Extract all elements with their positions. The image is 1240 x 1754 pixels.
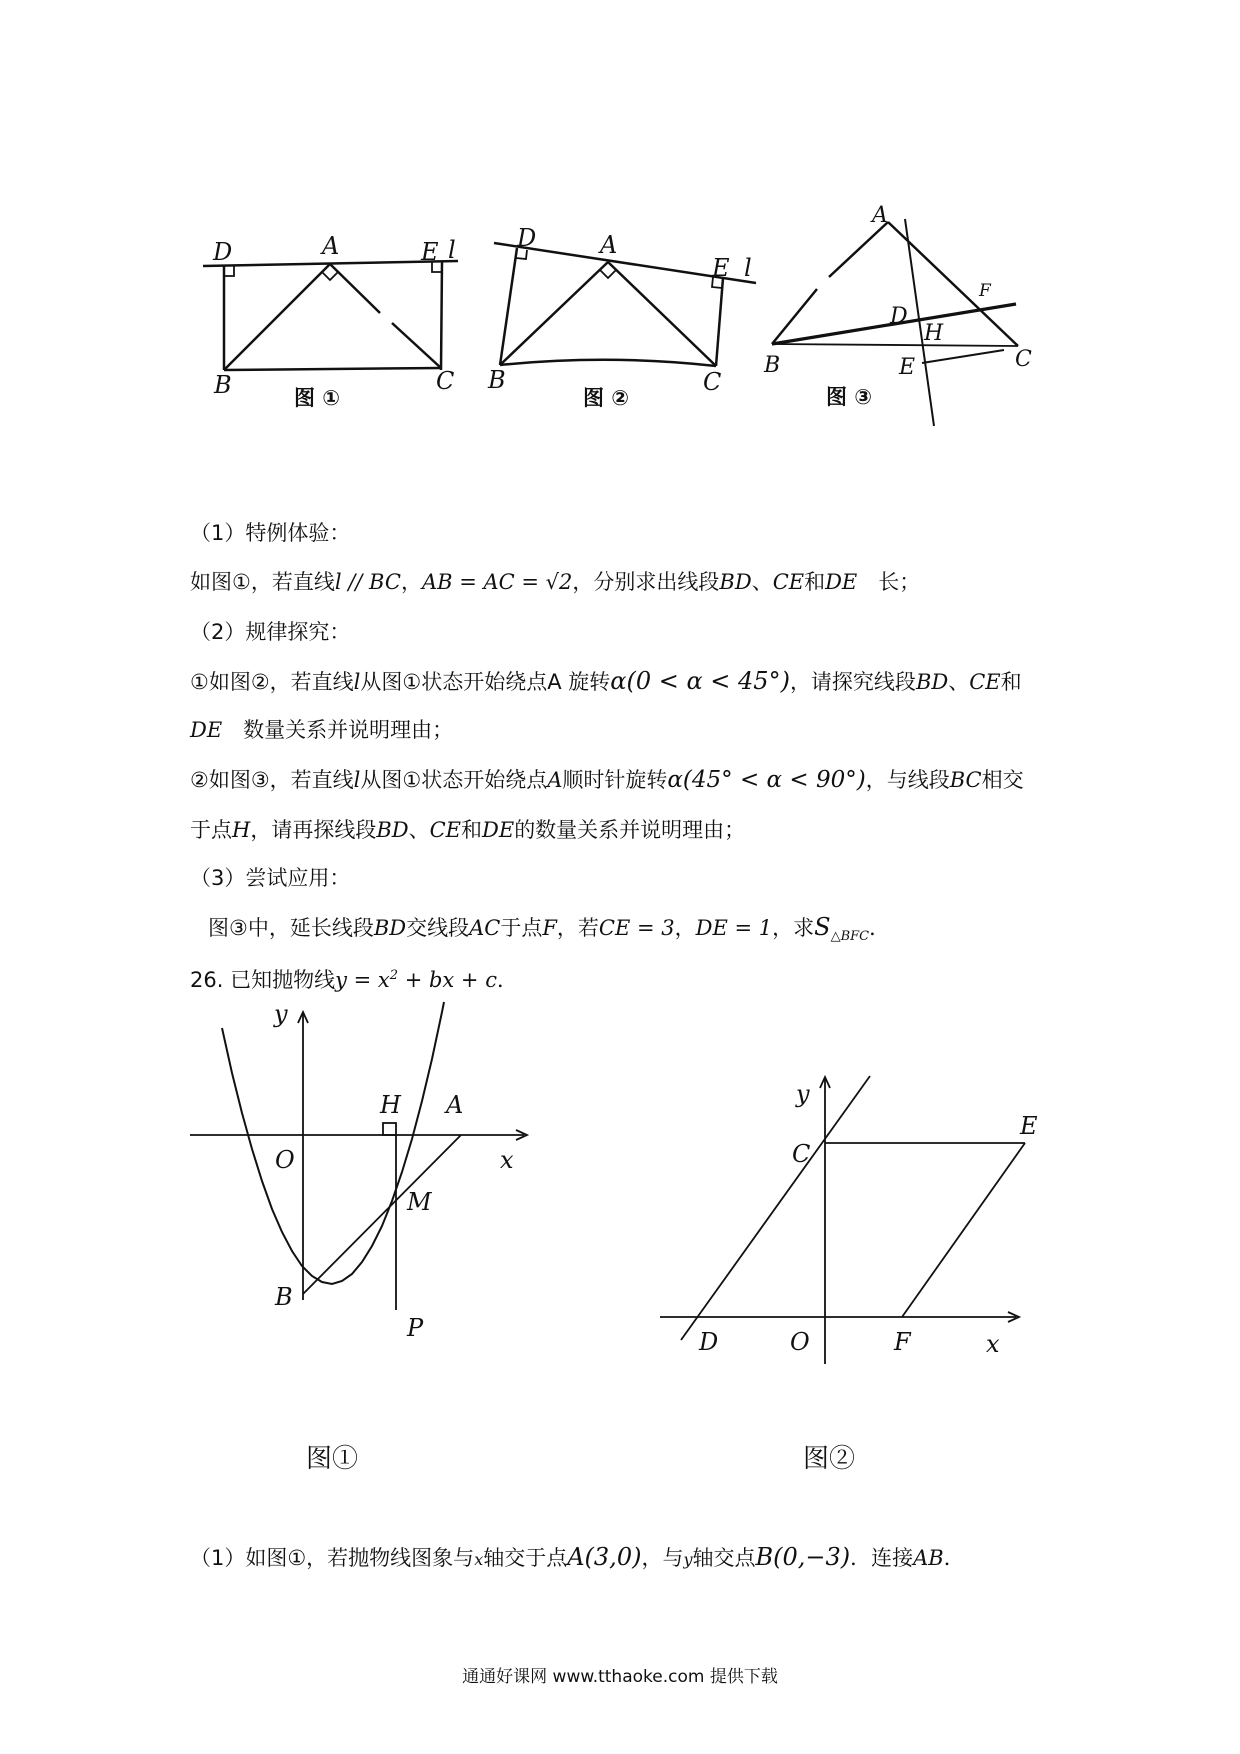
label-y: y: [796, 1080, 810, 1108]
label-l-fig2: l: [744, 254, 752, 282]
math-ce: CE: [772, 570, 805, 594]
text-run: 和: [804, 570, 826, 594]
text-run: 图③中，延长线段: [208, 916, 374, 940]
math-bd: BD: [373, 916, 407, 940]
part2-q1-line2: [190, 715, 453, 745]
label-A-fig3: A: [872, 203, 888, 228]
segment-BC-fig3: [772, 344, 1018, 346]
label-C-fig1: C: [436, 367, 455, 395]
math-ce: CE: [969, 670, 1001, 694]
text-run: 交线段: [406, 916, 470, 940]
label-D-fig1: D: [213, 238, 233, 266]
math-area-s: S: [814, 913, 831, 941]
label-C-fig2: C: [703, 368, 722, 396]
text-run: ，求: [772, 916, 815, 940]
label-C: C: [792, 1140, 811, 1168]
line-DC: [681, 1076, 870, 1340]
math-l: l: [353, 670, 361, 694]
text-run: ，若: [556, 916, 599, 940]
segment-CE-fig3: [922, 350, 1004, 363]
part2-q2-line1: [190, 765, 1024, 795]
text-run: ．连接: [850, 1546, 914, 1570]
text-run: 和: [1000, 670, 1022, 694]
text-run: 长；: [857, 570, 921, 594]
text-run: 轴交于点: [483, 1546, 568, 1570]
part1-heading: （1）特例体验：: [190, 521, 351, 545]
math-a: A: [547, 768, 563, 792]
text-run: ．: [869, 916, 891, 940]
label-y: y: [274, 1000, 288, 1028]
segment-BD-fig2: [500, 248, 517, 365]
label-M: M: [407, 1188, 432, 1216]
text-run: 顺时针旋转: [562, 768, 668, 792]
part2-q2-line2: [190, 815, 745, 845]
math-de: DE: [825, 570, 858, 594]
math-alpha-range: α(45° < α < 90°): [667, 767, 866, 793]
parallelogram-figure: [650, 1065, 1038, 1370]
figure-1-labels: [212, 232, 456, 399]
text-run: ，请探究线段: [789, 670, 916, 694]
math-de: DE: [190, 718, 223, 742]
right-angle-H: [383, 1123, 396, 1135]
math-bd: BD: [915, 670, 949, 694]
segment-AB-fig3-upper: [829, 222, 888, 277]
label-H-fig3: H: [924, 321, 944, 346]
math-h: H: [232, 818, 251, 842]
segment-EF: [902, 1143, 1025, 1317]
label-F: F: [894, 1328, 911, 1356]
label-H: H: [380, 1091, 401, 1119]
math-area-subscript: △BFC: [830, 929, 870, 945]
text-run: 从图①状态开始绕点A 旋转: [360, 670, 611, 694]
math-de-eq-1: DE = 1: [695, 916, 773, 940]
math-y: y: [683, 1550, 693, 1569]
label-D-fig3: D: [890, 304, 908, 329]
part3-heading: （3）尝试应用：: [190, 866, 351, 890]
label-B-fig3: B: [764, 353, 781, 378]
math-ce-eq-3: CE = 3: [598, 916, 675, 940]
math-ab-eq-ac: AB = AC = √2: [421, 570, 573, 594]
segment-CE-fig2: [716, 278, 723, 366]
figure-2-labels: [487, 224, 752, 396]
label-A-fig1: A: [322, 232, 340, 260]
math-ce: CE: [429, 818, 462, 842]
label-E: E: [1020, 1112, 1038, 1140]
part1-text: [190, 567, 920, 597]
label-E-fig3: E: [899, 355, 916, 380]
text-run: 如图①，若直线: [190, 570, 335, 594]
text-run: ，与线段: [865, 768, 950, 792]
label-l-fig1: l: [448, 236, 456, 264]
math-bd: BD: [719, 570, 752, 594]
problem26-stem: [190, 961, 518, 995]
label-E-fig2: E: [712, 254, 730, 282]
math-exponent: 2: [389, 968, 399, 983]
segment-CE-fig1: [441, 262, 442, 370]
right-angle-D-fig1: [224, 266, 234, 276]
problem26-part1-text: [190, 1542, 965, 1575]
math-f: F: [542, 916, 557, 940]
math-bd: BD: [376, 818, 409, 842]
text-run: 26. 已知抛物线: [190, 968, 336, 992]
text-run: ，请再探线段: [250, 818, 377, 842]
segment-AB: [303, 1135, 461, 1294]
label-D-fig2: D: [517, 224, 537, 252]
math-ac: AC: [469, 916, 501, 940]
geometry-figures-row: [0, 0, 1240, 460]
math-l: l: [353, 768, 361, 792]
math-ab: AB: [913, 1546, 944, 1570]
text-run: ，: [400, 570, 422, 594]
label-x: x: [500, 1146, 514, 1174]
label-B-fig1: B: [214, 371, 232, 399]
segment-AB-fig1: [224, 264, 330, 370]
math-point-a: A(3,0): [567, 1543, 642, 1571]
label-E-fig1: E: [421, 238, 439, 266]
text-run: 于点: [190, 818, 232, 842]
parabola-curve: [222, 1002, 444, 1284]
math-l-parallel-bc: l // BC: [334, 570, 401, 594]
part2-q1-line1: [190, 666, 1022, 697]
right-angle-A-fig1: [322, 272, 338, 280]
segment-AB-fig2: [500, 262, 608, 365]
text-run: 的数量关系并说明理由；: [514, 818, 746, 842]
segment-AB-fig3-lower: [772, 289, 817, 344]
part2-heading: （2）规律探究：: [190, 620, 351, 644]
label-A: A: [446, 1091, 464, 1119]
text-run: ．: [496, 968, 518, 992]
label-C-fig3: C: [1015, 347, 1032, 372]
label-P: P: [407, 1314, 424, 1342]
label-A-fig2: A: [600, 231, 618, 259]
label-x: x: [986, 1330, 1000, 1358]
label-F-fig3: F: [979, 281, 991, 301]
caption-problem26-fig2: 图②: [803, 1444, 856, 1474]
text-run: 轴交点: [692, 1546, 756, 1570]
text-run: ②如图③，若直线: [190, 768, 354, 792]
text-run: ，: [674, 916, 696, 940]
math-de: DE: [482, 818, 515, 842]
text-run: 从图①状态开始绕点: [360, 768, 548, 792]
text-run: 、: [408, 818, 430, 842]
text-run: （1）如图①，若抛物线图象与: [190, 1546, 475, 1570]
segment-BC-fig1: [224, 368, 441, 370]
text-run: ①如图②，若直线: [190, 670, 354, 694]
math-alpha-range: α(0 < α < 45°): [610, 667, 790, 695]
label-B: B: [275, 1283, 293, 1311]
parabola-figure: [180, 1000, 540, 1342]
text-run: 于点: [500, 916, 543, 940]
label-O: O: [790, 1328, 810, 1356]
segment-AC-fig2: [608, 262, 716, 366]
text-run: 、: [948, 670, 970, 694]
part3-text: [208, 912, 890, 952]
math-x: x: [474, 1550, 484, 1569]
parabola-figure-labels: [273, 1000, 514, 1342]
caption-fig1: 图 ①: [294, 386, 341, 410]
label-D: D: [699, 1328, 719, 1356]
text-run: 和: [461, 818, 483, 842]
text-run: 、: [751, 570, 773, 594]
math-point-b: B(0,−3): [755, 1543, 851, 1571]
caption-problem26-fig1: 图①: [306, 1444, 359, 1474]
text-run: ．: [943, 1546, 965, 1570]
label-O: O: [275, 1146, 295, 1174]
figure-1-rectangle: [203, 261, 458, 370]
math-bx-plus-c: + bx + c: [398, 968, 497, 992]
caption-fig2: 图 ②: [583, 386, 630, 410]
page-footer: 通通好课网 www.tthaoke.com 提供下载: [462, 1667, 778, 1687]
text-run: ，分别求出线段: [572, 570, 720, 594]
segment-BC-fig2: [500, 360, 716, 366]
text-run: ，与: [641, 1546, 684, 1570]
segment-AC-fig1-upper: [330, 264, 380, 313]
label-B-fig2: B: [488, 366, 506, 394]
math-y-eq-x: y = x: [335, 968, 390, 992]
right-angle-A-fig2: [600, 270, 616, 278]
caption-fig3: 图 ③: [826, 385, 873, 409]
text-run: 相交: [981, 768, 1024, 792]
text-run: 数量关系并说明理由；: [222, 718, 454, 742]
segment-AC-fig1-lower: [392, 323, 441, 368]
math-bc: BC: [949, 768, 982, 792]
